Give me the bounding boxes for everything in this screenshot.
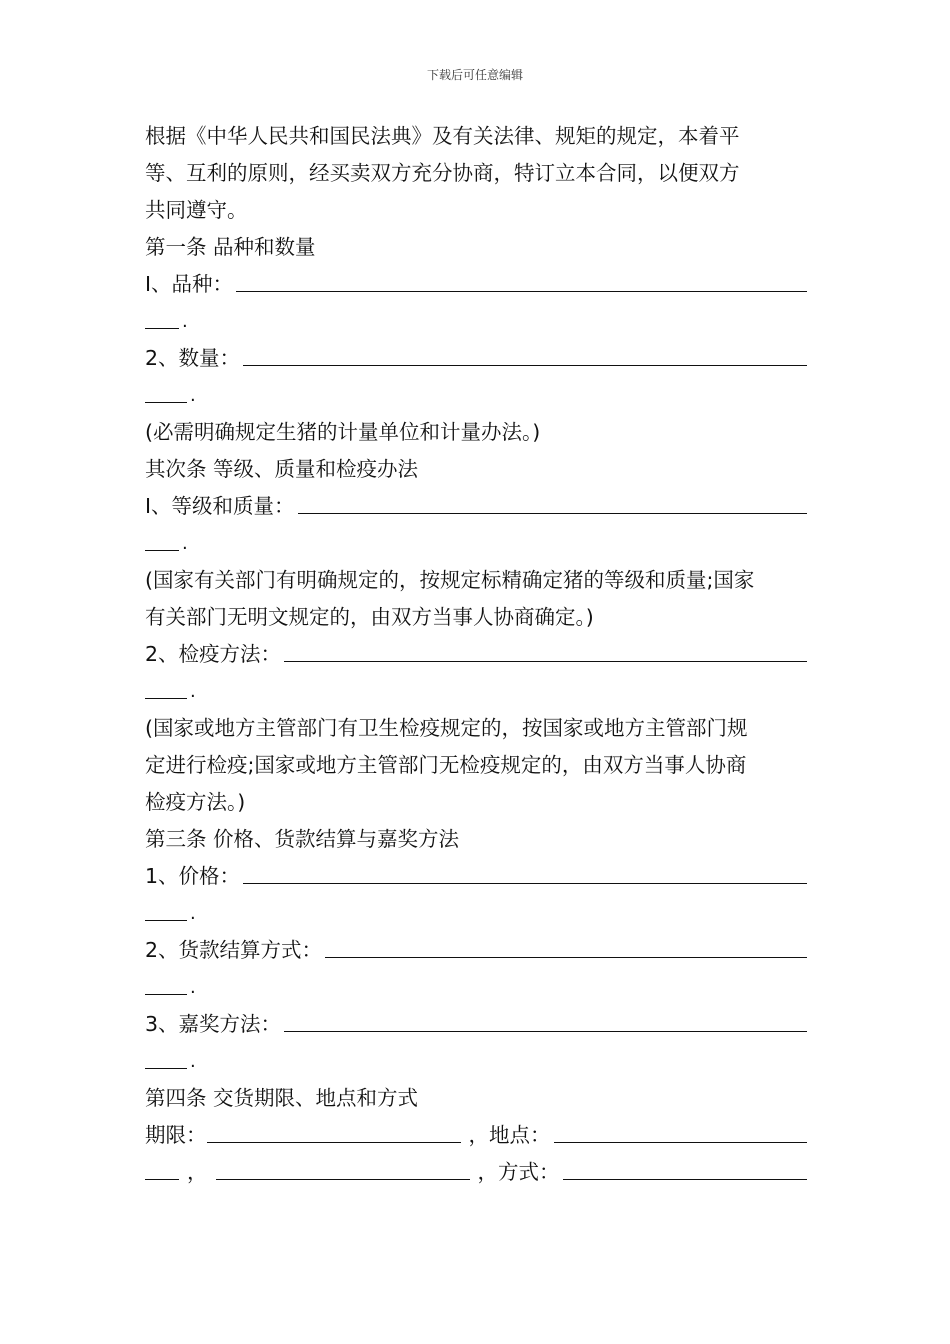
article-heading-1 [145, 229, 807, 266]
note-line [145, 599, 807, 636]
field-label: 2、货款结算方式： [145, 938, 323, 962]
period: . [190, 681, 196, 702]
period: . [182, 311, 188, 332]
fill-blank[interactable] [145, 980, 187, 995]
field-quantity [145, 340, 807, 377]
paragraph-line [145, 155, 807, 192]
note-text: 有关部门无明文规定的，由双方当事人协商确定。) [145, 605, 594, 629]
text: 等、互利的原则，经买卖双方充分协商，特订立本合同，以便双方 [145, 161, 740, 185]
article-heading-4 [145, 1080, 807, 1117]
field-continuation [145, 1043, 807, 1080]
period: . [182, 533, 188, 554]
field-delivery-continuation [145, 1154, 807, 1191]
field-label: I、品种： [145, 272, 234, 296]
period: . [190, 977, 196, 998]
field-price [145, 858, 807, 895]
note-text: (必需明确规定生猪的计量单位和计量办法。) [145, 420, 541, 444]
note-line [145, 562, 807, 599]
field-continuation [145, 303, 807, 340]
fill-blank[interactable] [236, 277, 807, 292]
heading-text: 第四条 交货期限、地点和方式 [145, 1086, 419, 1110]
field-label: I、等级和质量： [145, 494, 295, 518]
fill-blank[interactable] [284, 1017, 807, 1032]
article-heading-2 [145, 451, 807, 488]
period: . [190, 903, 196, 924]
fill-blank[interactable] [145, 1165, 179, 1180]
paragraph-line [145, 192, 807, 229]
note-text: 检疫方法。) [145, 790, 246, 814]
note-line [145, 710, 807, 747]
field-label: 2、检疫方法： [145, 642, 282, 666]
fill-blank[interactable] [145, 906, 187, 921]
field-reward-method [145, 1006, 807, 1043]
heading-text: 第一条 品种和数量 [145, 235, 316, 259]
field-continuation [145, 969, 807, 1006]
contract-body [145, 118, 807, 1191]
field-grade-quality [145, 488, 807, 525]
note-line [145, 784, 807, 821]
fill-blank[interactable] [145, 314, 179, 329]
field-label: ，方式： [477, 1160, 560, 1184]
fill-blank[interactable] [563, 1165, 808, 1180]
fill-blank[interactable] [243, 869, 807, 884]
fill-blank[interactable] [145, 684, 187, 699]
field-delivery-term-place [145, 1117, 807, 1154]
period: . [190, 385, 196, 406]
field-label: 期限： [145, 1123, 207, 1147]
paragraph-line [145, 118, 807, 155]
fill-blank[interactable] [243, 351, 807, 366]
field-variety [145, 266, 807, 303]
period: . [190, 1051, 196, 1072]
text: 共同遵守。 [145, 198, 248, 222]
page-header: 下载后可任意编辑 [426, 68, 523, 82]
field-payment-method [145, 932, 807, 969]
fill-blank[interactable] [145, 1054, 187, 1069]
fill-blank[interactable] [298, 499, 807, 514]
fill-blank[interactable] [554, 1128, 808, 1143]
note-line [145, 747, 807, 784]
field-label: 2、数量： [145, 346, 241, 370]
field-label: ，地点： [468, 1123, 551, 1147]
note-text: 定进行检疫;国家或地方主管部门无检疫规定的，由双方当事人协商 [145, 753, 747, 777]
field-quarantine-method [145, 636, 807, 673]
field-continuation [145, 525, 807, 562]
article-heading-3 [145, 821, 807, 858]
fill-blank[interactable] [284, 647, 807, 662]
text: 根据《中华人民共和国民法典》及有关法律、规矩的规定，本着平 [145, 124, 740, 148]
heading-text: 其次条 等级、质量和检疫办法 [145, 457, 419, 481]
note-text: (国家或地方主管部门有卫生检疫规定的，按国家或地方主管部门规 [145, 716, 748, 740]
comma: ， [187, 1160, 208, 1184]
field-label: 1、价格： [145, 864, 241, 888]
field-label: 3、嘉奖方法： [145, 1012, 282, 1036]
fill-blank[interactable] [216, 1165, 470, 1180]
field-continuation [145, 895, 807, 932]
field-continuation [145, 673, 807, 710]
fill-blank[interactable] [145, 536, 179, 551]
fill-blank[interactable] [207, 1128, 461, 1143]
note-line [145, 414, 807, 451]
fill-blank[interactable] [325, 943, 807, 958]
field-continuation [145, 377, 807, 414]
heading-text: 第三条 价格、货款结算与嘉奖方法 [145, 827, 460, 851]
fill-blank[interactable] [145, 388, 187, 403]
note-text: (国家有关部门有明确规定的，按规定标精确定猪的等级和质量;国家 [145, 568, 755, 592]
